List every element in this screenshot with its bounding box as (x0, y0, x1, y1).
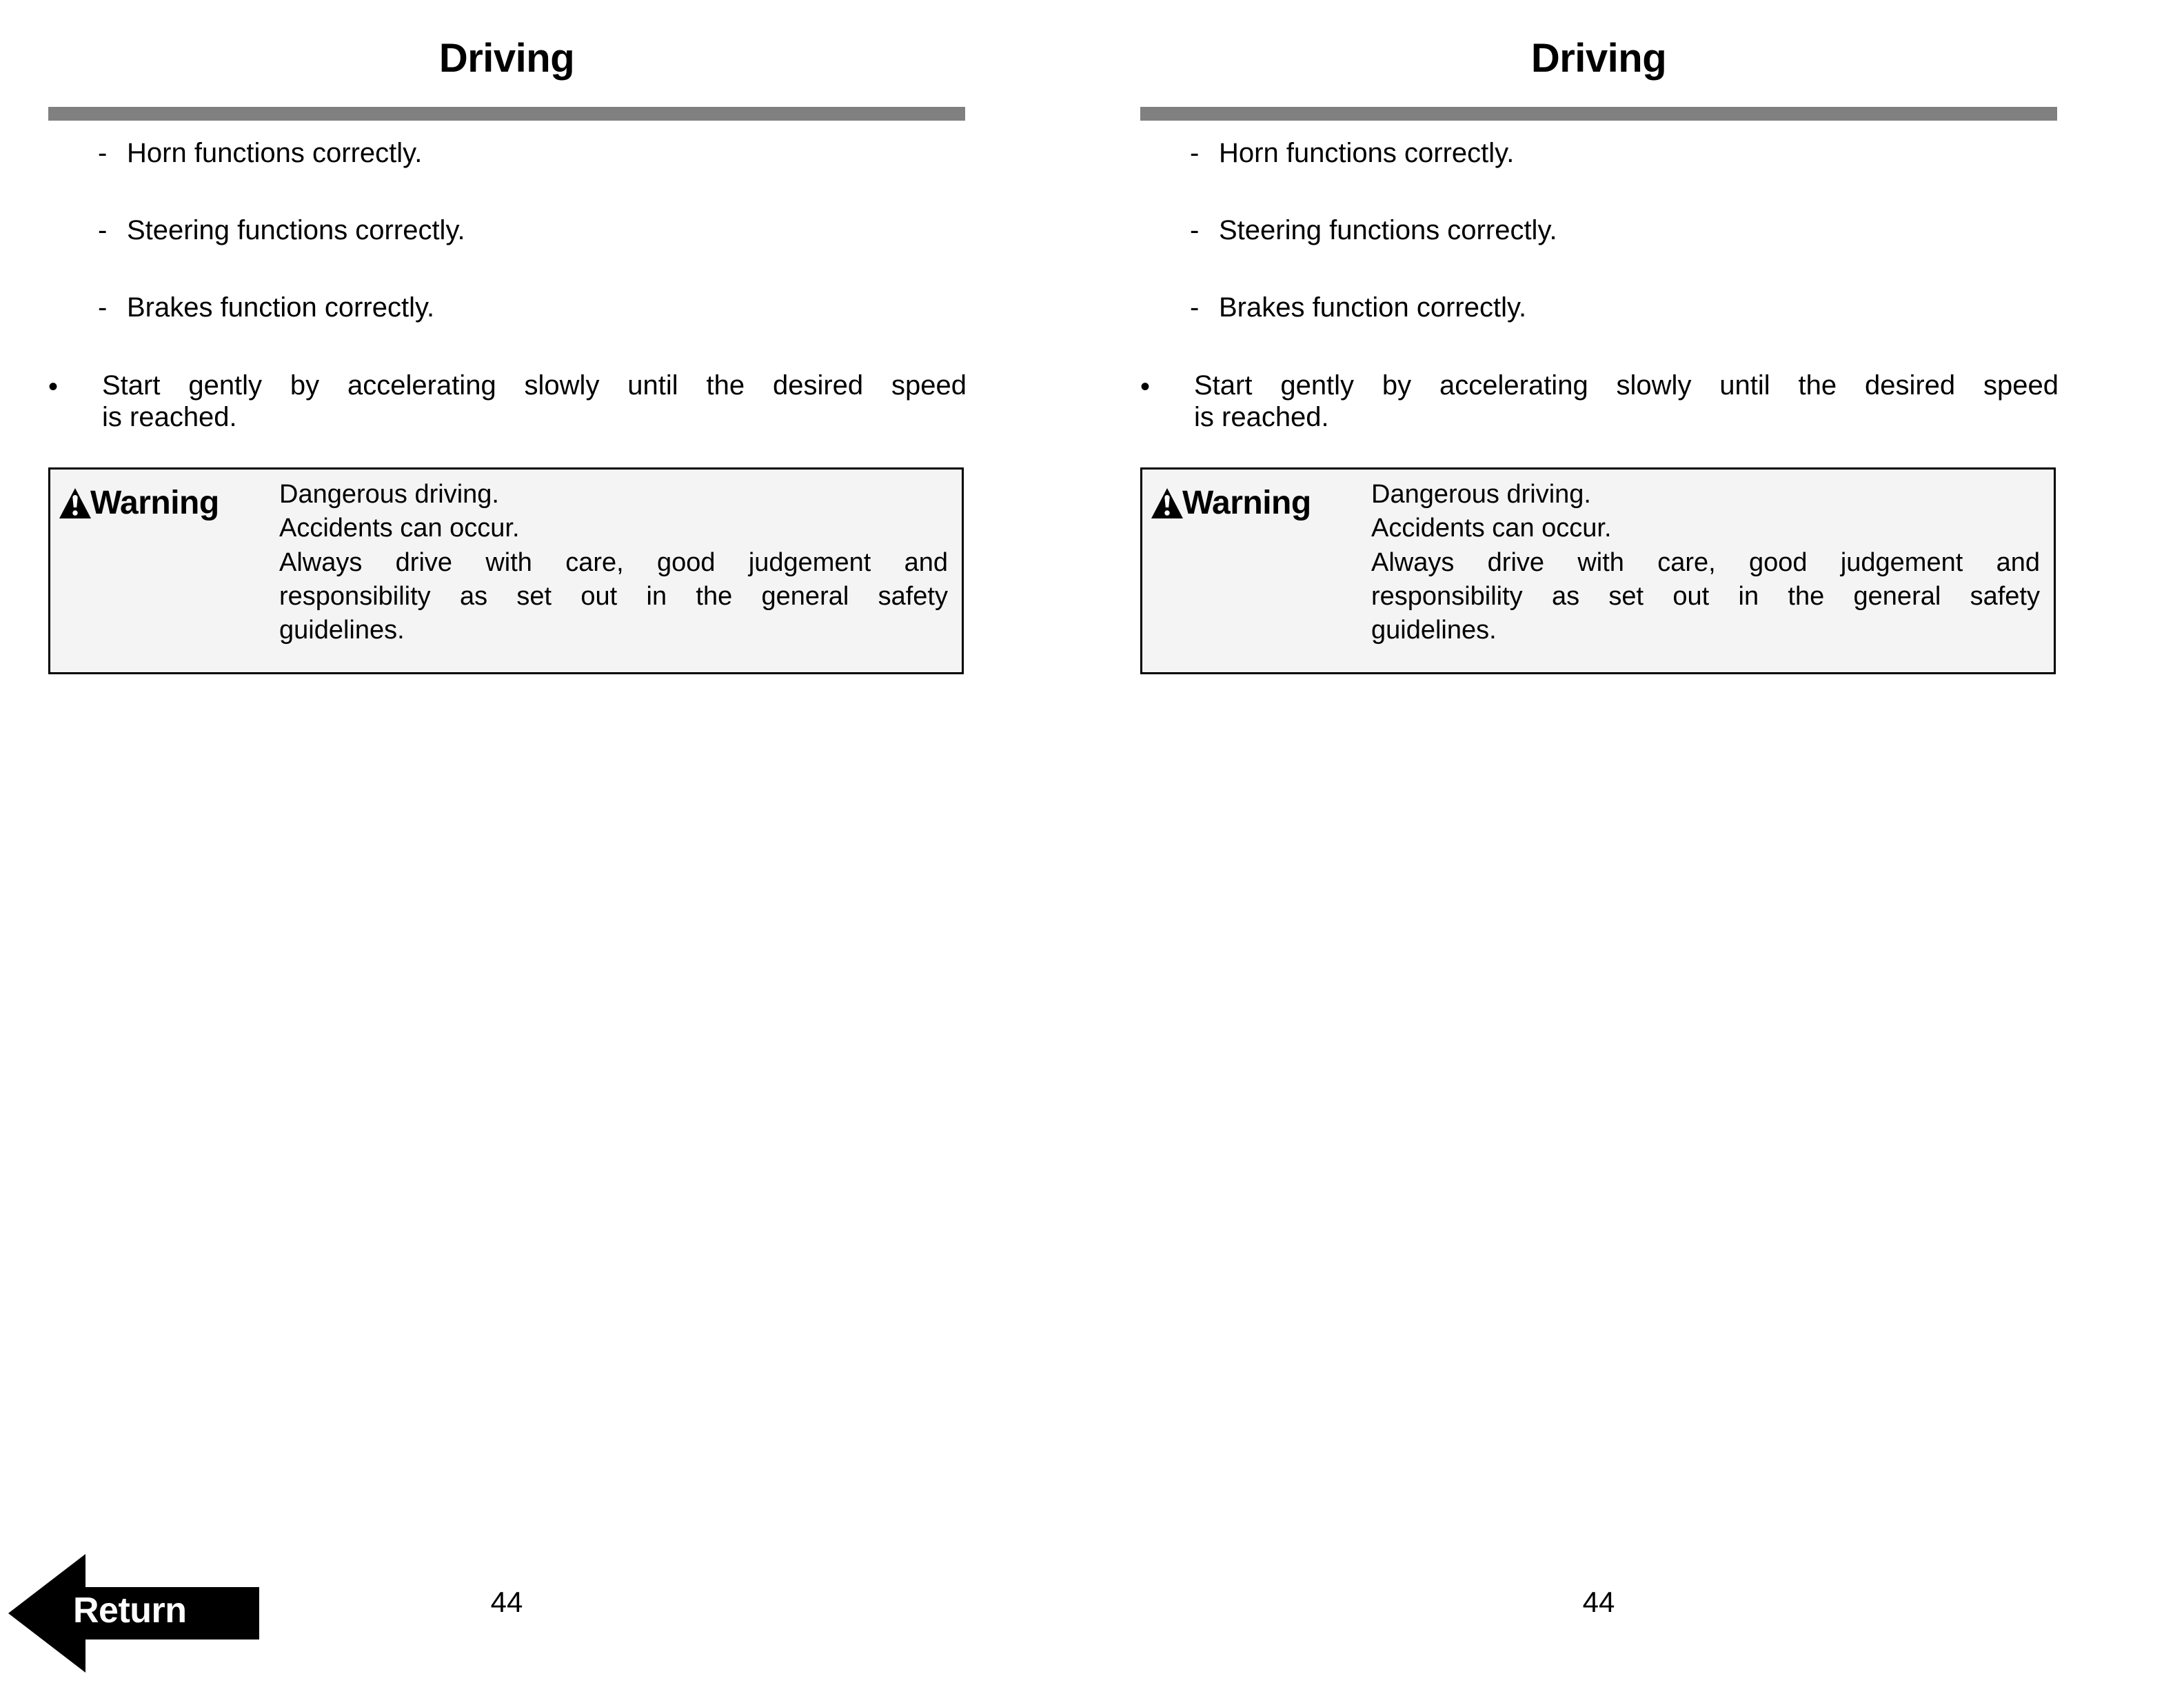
checklist-item (1190, 292, 2065, 323)
return-button[interactable] (6, 1551, 262, 1675)
checklist-item-label: Steering functions correctly. (127, 215, 465, 245)
warning-line-1: Dangerous driving. (279, 480, 499, 509)
warning-label: Warning (90, 485, 219, 521)
bullet-paragraph (1140, 370, 2059, 434)
bullet-paragraph (48, 370, 967, 434)
checklist-item (1190, 138, 2065, 169)
page-right (1092, 0, 2184, 1685)
bullet-paragraph-text (1194, 370, 2059, 434)
bullet-line-1: Start gently by accelerating slowly until the desired speed (1194, 370, 2059, 401)
bullet-line-2: is reached. (102, 402, 237, 433)
dash-marker: - (98, 138, 108, 168)
checklist-item-label: Brakes function correctly. (1219, 292, 1527, 323)
warning-line-2: Accidents can occur. (279, 513, 520, 543)
dash-marker: - (1190, 215, 1200, 245)
bullet-line-1: Start gently by accelerating slowly until the desired speed (102, 370, 967, 401)
title-rule-bar (1140, 107, 2057, 121)
checklist-item-label: Horn functions correctly. (127, 138, 423, 168)
warning-box (48, 467, 964, 674)
checklist-item (1190, 215, 2065, 246)
warning-header (59, 481, 219, 526)
arrow-left-icon[interactable] (6, 1551, 262, 1675)
warning-header (1151, 481, 1311, 526)
warning-body (1371, 478, 2040, 647)
title-rule-bar (48, 107, 965, 121)
warning-para-line-1: Always drive with care, good judgement and (1371, 548, 2040, 578)
warning-para-line-2: responsibility as set out in the general safety (279, 581, 948, 611)
bullet-marker: • (1140, 372, 1151, 402)
warning-triangle-icon (1151, 487, 1184, 519)
bullet-line-2: is reached. (1194, 402, 1329, 433)
dash-marker: - (98, 292, 108, 323)
checklist-item (98, 292, 973, 323)
warning-label: Warning (1182, 485, 1311, 521)
checklist-item (98, 215, 973, 246)
dash-marker: - (1190, 292, 1200, 323)
warning-para-line-3: guidelines. (279, 615, 405, 645)
warning-line-1: Dangerous driving. (1371, 480, 1591, 509)
page-title: Driving (438, 36, 575, 81)
bullet-marker: • (48, 372, 59, 402)
warning-body (279, 478, 948, 647)
warning-paragraph (279, 546, 948, 647)
checklist-item-label: Horn functions correctly. (1219, 138, 1515, 168)
return-button-label: Return (73, 1591, 187, 1631)
dash-marker: - (1190, 138, 1200, 168)
dash-marker: - (98, 215, 108, 245)
checklist-item (98, 138, 973, 169)
warning-para-line-3: guidelines. (1371, 615, 1497, 645)
warning-paragraph (1371, 546, 2040, 647)
warning-para-line-1: Always drive with care, good judgement and (279, 548, 948, 578)
page-number: 44 (490, 1586, 523, 1618)
page-number: 44 (1582, 1586, 1615, 1618)
checklist-item-label: Steering functions correctly. (1219, 215, 1557, 245)
checklist-item-label: Brakes function correctly. (127, 292, 435, 323)
page-title: Driving (1530, 36, 1667, 81)
warning-para-line-2: responsibility as set out in the general safety (1371, 581, 2040, 611)
warning-triangle-icon (59, 487, 92, 519)
warning-box (1140, 467, 2056, 674)
warning-line-2: Accidents can occur. (1371, 513, 1612, 543)
bullet-paragraph-text (102, 370, 967, 434)
